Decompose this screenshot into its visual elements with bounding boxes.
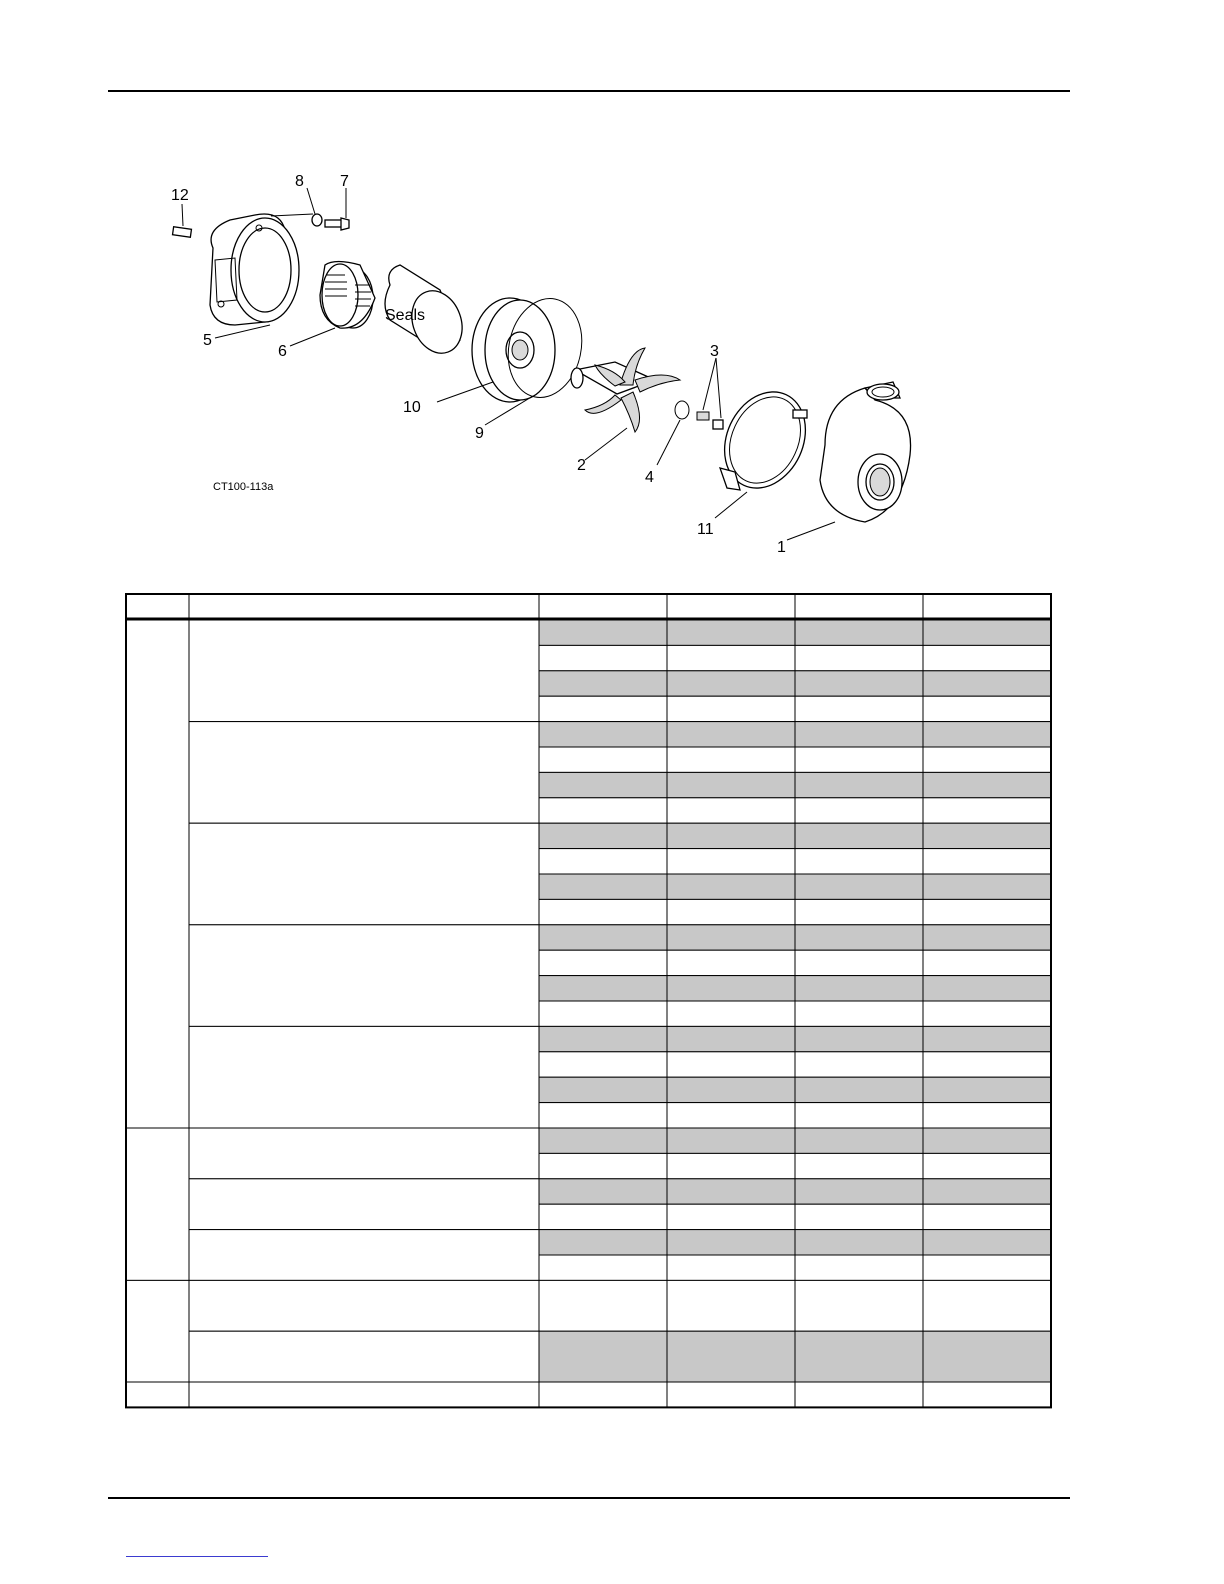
table-cell xyxy=(667,976,795,1001)
table-cell xyxy=(795,671,923,696)
table-cell xyxy=(795,1001,923,1026)
description-cell xyxy=(189,1382,539,1407)
table-cell xyxy=(923,1153,1051,1178)
part-3-stud-and-nut xyxy=(697,343,723,429)
table-cell xyxy=(667,747,795,772)
header-cell xyxy=(923,594,1051,618)
table-cell xyxy=(795,645,923,670)
table-cell xyxy=(667,1077,795,1102)
table-cell xyxy=(539,1204,667,1229)
table-cell xyxy=(667,1230,795,1255)
table-cell xyxy=(667,849,795,874)
table-cell xyxy=(539,620,667,645)
table-cell xyxy=(923,925,1051,950)
callout-11: 11 xyxy=(697,521,714,538)
table-cell xyxy=(539,976,667,1001)
table-cell xyxy=(923,772,1051,797)
table-cell xyxy=(795,925,923,950)
description-cell xyxy=(189,1331,539,1382)
table-cell xyxy=(923,645,1051,670)
table-cell xyxy=(795,1103,923,1128)
description-cell xyxy=(189,722,539,824)
table-cell xyxy=(539,772,667,797)
table-cell xyxy=(795,1280,923,1331)
description-cell xyxy=(189,1230,539,1281)
item-cell xyxy=(126,1128,189,1280)
table-cell xyxy=(795,1077,923,1102)
table-cell xyxy=(667,620,795,645)
table-cell xyxy=(923,823,1051,848)
description-cell xyxy=(189,1026,539,1128)
table-cell xyxy=(667,1382,795,1407)
table-cell xyxy=(923,1052,1051,1077)
table-cell xyxy=(667,1052,795,1077)
exploded-pump-diagram xyxy=(171,170,905,556)
table-cell xyxy=(923,671,1051,696)
description-cell xyxy=(189,1280,539,1331)
table-cell xyxy=(795,1153,923,1178)
table-cell xyxy=(795,976,923,1001)
table-cell xyxy=(795,1179,923,1204)
table-cell xyxy=(795,823,923,848)
part-2-impeller xyxy=(571,348,680,474)
table-cell xyxy=(795,772,923,797)
table-cell xyxy=(923,696,1051,721)
table-cell xyxy=(667,874,795,899)
description-cell xyxy=(189,823,539,925)
table-cell xyxy=(795,950,923,975)
table-cell xyxy=(539,1230,667,1255)
callout-9: 9 xyxy=(475,425,484,442)
item-cell xyxy=(126,1280,189,1382)
table-cell xyxy=(539,798,667,823)
callout-12: 12 xyxy=(171,187,189,204)
table-cell xyxy=(795,1128,923,1153)
table-cell xyxy=(539,671,667,696)
table-cell xyxy=(667,1280,795,1331)
table-cell xyxy=(923,849,1051,874)
table-cell xyxy=(539,1077,667,1102)
table-cell xyxy=(795,1052,923,1077)
part-12-key xyxy=(171,187,191,237)
header-cell xyxy=(667,594,795,618)
table-cell xyxy=(923,1255,1051,1280)
table-cell xyxy=(667,645,795,670)
item-cell xyxy=(126,620,189,1128)
table-cell xyxy=(795,696,923,721)
table-cell xyxy=(923,1280,1051,1331)
callout-1: 1 xyxy=(777,539,786,556)
table-cell xyxy=(539,1153,667,1178)
header-cell xyxy=(189,594,539,618)
table-cell xyxy=(923,950,1051,975)
table-cell xyxy=(539,849,667,874)
table-cell xyxy=(923,1230,1051,1255)
table-cell xyxy=(539,1026,667,1051)
callout-5: 5 xyxy=(203,332,212,349)
table-cell xyxy=(923,1179,1051,1204)
table-cell xyxy=(923,722,1051,747)
table-cell xyxy=(539,1052,667,1077)
header-cell xyxy=(126,594,189,618)
table-cell xyxy=(667,1026,795,1051)
table-cell xyxy=(667,671,795,696)
table-cell xyxy=(539,1280,667,1331)
table-cell xyxy=(923,899,1051,924)
part-4-o-ring xyxy=(645,401,689,486)
table-cell xyxy=(667,1128,795,1153)
footer-rule xyxy=(108,1497,1070,1499)
table-cell xyxy=(667,696,795,721)
table-cell xyxy=(667,823,795,848)
table-cell xyxy=(539,1179,667,1204)
table-cell xyxy=(667,899,795,924)
table-cell xyxy=(539,874,667,899)
description-cell xyxy=(189,620,539,722)
description-cell xyxy=(189,1179,539,1230)
table-cell xyxy=(923,1382,1051,1407)
table-cell xyxy=(667,1001,795,1026)
header-cell xyxy=(539,594,667,618)
table-cell xyxy=(667,772,795,797)
table-cell xyxy=(667,950,795,975)
callout-2: 2 xyxy=(577,457,586,474)
table-cell xyxy=(795,1382,923,1407)
table-cell xyxy=(667,798,795,823)
callout-7: 7 xyxy=(340,173,349,190)
table-cell xyxy=(539,1255,667,1280)
parts-table xyxy=(125,593,1053,1408)
table-cell xyxy=(795,747,923,772)
table-cell xyxy=(795,798,923,823)
table-cell xyxy=(667,1153,795,1178)
table-cell xyxy=(539,722,667,747)
table-cell xyxy=(539,925,667,950)
table-cell xyxy=(923,1128,1051,1153)
table-cell xyxy=(667,1255,795,1280)
table-cell xyxy=(795,849,923,874)
footer-link[interactable] xyxy=(126,1556,268,1557)
header-rule xyxy=(108,90,1070,92)
table-cell xyxy=(539,1382,667,1407)
callout-3: 3 xyxy=(710,343,719,360)
part-11-clamp xyxy=(697,379,821,538)
table-cell xyxy=(923,1331,1051,1382)
table-cell xyxy=(923,874,1051,899)
table-cell xyxy=(795,1331,923,1382)
callout-6: 6 xyxy=(278,343,287,360)
header-cell xyxy=(795,594,923,618)
part-7-bolt xyxy=(325,173,349,230)
table-cell xyxy=(667,925,795,950)
table-cell xyxy=(539,1001,667,1026)
table-cell xyxy=(539,1331,667,1382)
table-cell xyxy=(539,645,667,670)
table-cell xyxy=(795,1026,923,1051)
table-cell xyxy=(667,1179,795,1204)
table-cell xyxy=(539,899,667,924)
table-cell xyxy=(667,1331,795,1382)
table-cell xyxy=(795,899,923,924)
table-cell xyxy=(923,1077,1051,1102)
description-cell xyxy=(189,1128,539,1179)
seals-label: Seals xyxy=(385,307,426,324)
item-cell xyxy=(126,1382,189,1407)
figure-code: CT100-113a xyxy=(213,481,274,493)
table-cell xyxy=(923,1103,1051,1128)
table-cell xyxy=(667,1204,795,1229)
table-cell xyxy=(923,1001,1051,1026)
table-cell xyxy=(539,823,667,848)
callout-10: 10 xyxy=(403,399,421,416)
part-5-adapter xyxy=(203,214,299,349)
table-cell xyxy=(923,1026,1051,1051)
table-cell xyxy=(795,1204,923,1229)
seals-cylinder xyxy=(385,265,470,360)
description-cell xyxy=(189,925,539,1027)
table-cell xyxy=(923,620,1051,645)
table-cell xyxy=(923,976,1051,1001)
table-cell xyxy=(923,747,1051,772)
table-cell xyxy=(667,1103,795,1128)
table-cell xyxy=(539,747,667,772)
callout-8: 8 xyxy=(295,173,304,190)
table-cell xyxy=(795,1230,923,1255)
table-cell xyxy=(539,950,667,975)
table-cell xyxy=(923,798,1051,823)
table-cell xyxy=(795,722,923,747)
table-cell xyxy=(667,722,795,747)
table-cell xyxy=(795,1255,923,1280)
table-cell xyxy=(795,620,923,645)
table-cell xyxy=(539,1103,667,1128)
table-cell xyxy=(795,874,923,899)
table-cell xyxy=(539,1128,667,1153)
callout-4: 4 xyxy=(645,469,654,486)
table-cell xyxy=(923,1204,1051,1229)
table-cell xyxy=(539,696,667,721)
